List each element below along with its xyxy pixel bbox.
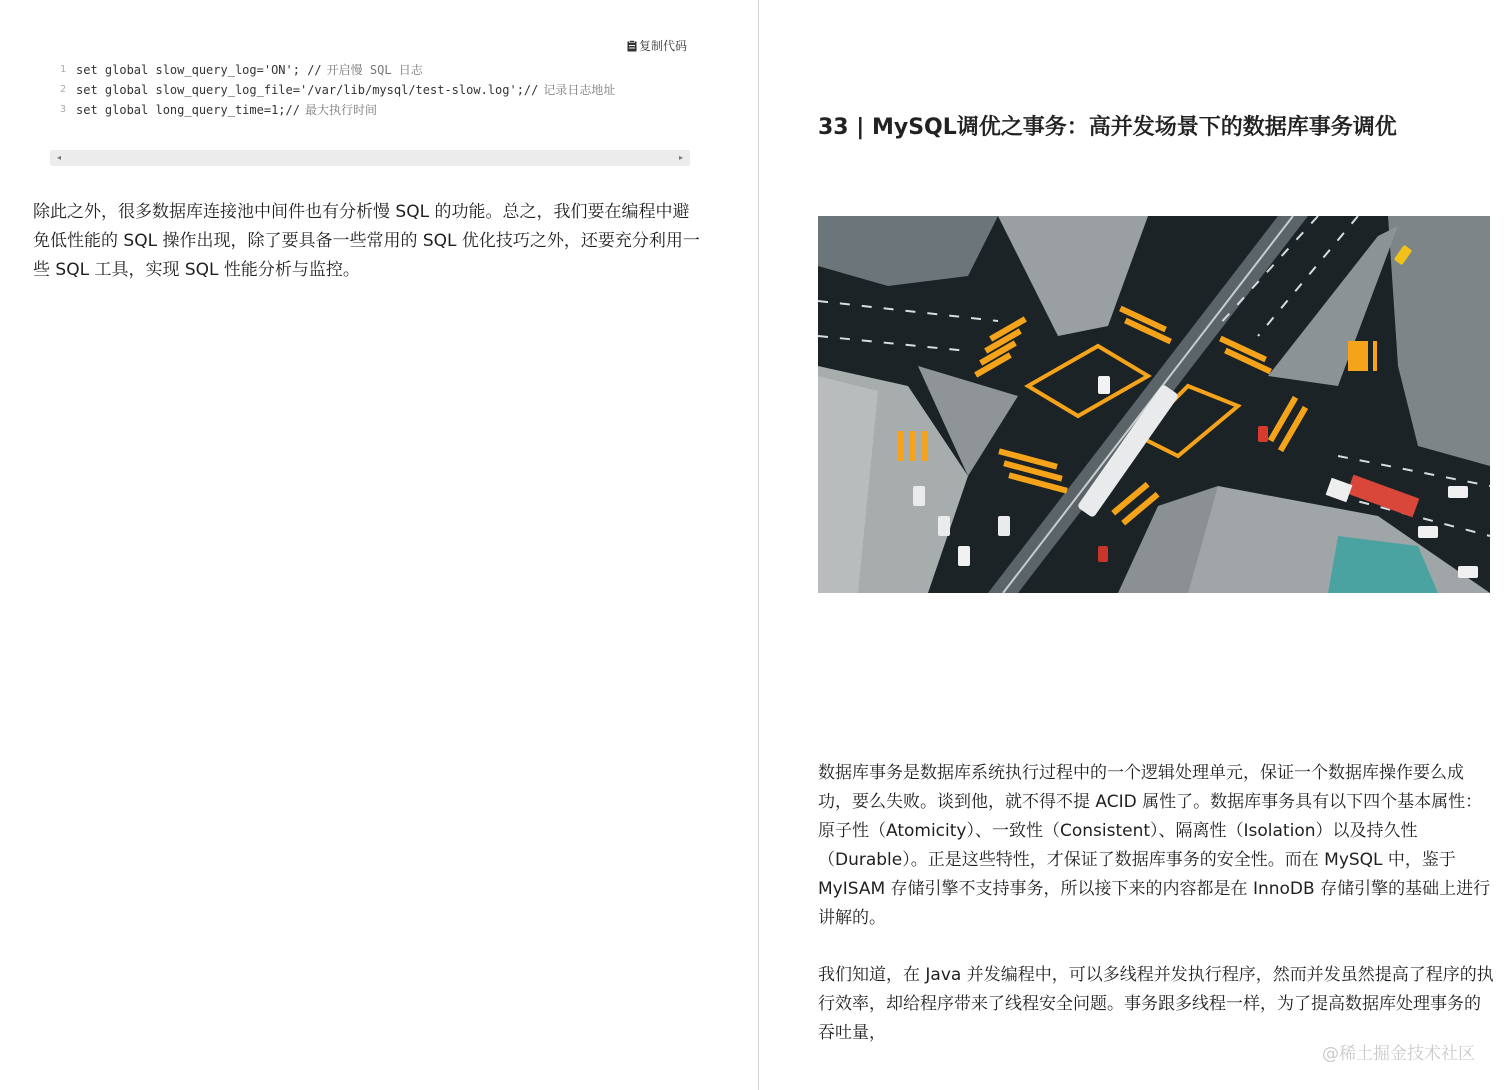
code-horizontal-scrollbar[interactable] (50, 150, 690, 166)
code-text: set global slow_query_log_file='/var/lib/mysql/test-slow.log';// (76, 83, 539, 97)
clipboard-icon (627, 40, 637, 52)
second-paragraph: 我们知道，在 Java 并发编程中，可以多线程并发执行程序，然而并发虽然提高了程序的执行效率，却给程序带来了线程安全问题。事务跟多线程一样，为了提高数据库处理事务的吞吐量， (818, 965, 1494, 1043)
code-comment: 开启慢 SQL 日志 (326, 63, 423, 77)
line-number: 1 (59, 64, 66, 75)
left-paragraph: 除此之外，很多数据库连接池中间件也有分析慢 SQL 的功能。总之，我们要在编程中避免低性能的 SQL 操作出现，除了要具备一些常用的 SQL 优化技巧之外，还要充分利用一些 SQL 工具，实现 SQL 性能分析与监控。 (33, 202, 700, 280)
watermark-text: @稀土掘金技术社区 (1322, 1044, 1475, 1064)
code-line (50, 80, 615, 100)
scroll-left-icon[interactable]: ◂ (56, 153, 61, 162)
code-text: set global slow_query_log='ON'; // (76, 63, 322, 77)
copy-code-label: 复制代码 (639, 39, 688, 53)
code-comment: 最大执行时间 (304, 103, 377, 117)
code-block (50, 60, 690, 140)
page-divider (758, 0, 759, 1090)
code-text: set global long_query_time=1;// (76, 103, 300, 117)
intro-paragraph: 数据库事务是数据库系统执行过程中的一个逻辑处理单元，保证一个数据库操作要么成功，要么失败。谈到他，就不得不提 ACID 属性了。数据库事务具有以下四个基本属性：原子性（Atomicity）、一致性（Consistent）、隔离性（Isolation）以及持久性（Durable）。正是这些特性，才保证了数据库事务的安全性。而在 MySQL 中，鉴于 MyISAM 存储引擎不支持事务，所以接下来的内容都是在 InnoDB 存储引擎的基础上进行讲解的。 (818, 763, 1491, 928)
article-title: 33 | MySQL调优之事务：高并发场景下的数据库事务调优 (818, 115, 1397, 140)
line-number: 2 (59, 84, 66, 95)
scroll-right-icon[interactable]: ▸ (678, 153, 683, 162)
code-comment: 记录日志地址 (543, 83, 616, 97)
line-number: 3 (59, 104, 66, 115)
code-line (50, 100, 377, 120)
code-line (50, 60, 423, 80)
copy-code-button[interactable] (627, 37, 687, 54)
hero-image-intersection (818, 216, 1490, 593)
